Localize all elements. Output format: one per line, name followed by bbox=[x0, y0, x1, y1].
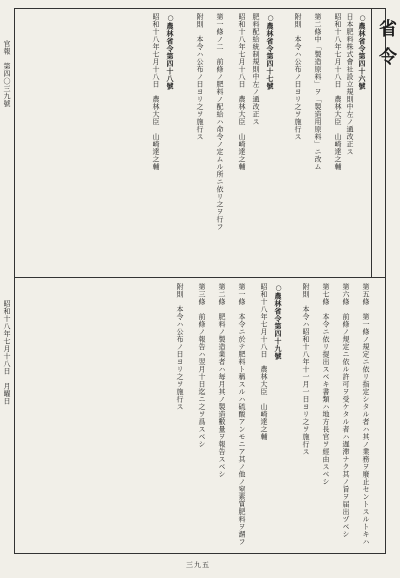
page-title: 省令 bbox=[376, 19, 397, 75]
ordinance-date: 昭和十八年七月十八日 農林大臣 山崎達之輔 bbox=[334, 13, 342, 171]
section-divider bbox=[15, 277, 385, 278]
ordinance-date: 昭和十八年七月十八日 農林大臣 山崎達之輔 bbox=[152, 13, 160, 171]
ordinance-text: 日本肥料株式會社設立規則中左ノ通改正ス bbox=[346, 13, 354, 156]
ordinance-heading: ○農林省令第四十七號 bbox=[266, 13, 275, 90]
article-text: 第五條 第一條ノ規定ニ依リ指定シタル者ハ其ノ業務ヲ廢止セントスルトキハ bbox=[362, 283, 370, 546]
article-text: 第三條 前條ノ報告ハ翌月十日迄ニ之ヲ爲スベシ bbox=[198, 283, 206, 448]
ordinance-text: 第一條ノ二 前條ノ肥料ノ配給ハ命令ノ定ムル所ニ依リ之ヲ行フ bbox=[216, 13, 224, 231]
ordinance-text: 第二條中「製造原料」ヲ「製造用原料」ニ改ム bbox=[314, 13, 322, 171]
article-text: 第七條 本令ニ依リ提出スベキ書類ハ地方長官ヲ經由スベシ bbox=[322, 283, 330, 486]
ordinance-supplement: 附則 本令ハ公布ノ日ヨリ之ヲ施行ス bbox=[176, 283, 184, 411]
ordinance-date: 昭和十八年七月十八日 農林大臣 山崎達之輔 bbox=[238, 13, 246, 171]
page-number: 三九五 bbox=[186, 561, 210, 569]
article-text: 第六條 前條ノ規定ニ依ル許可ヲ受ケタル者ハ遅滞ナク其ノ旨ヲ届出ヅベシ bbox=[342, 283, 350, 538]
gazette-date: 昭和十八年七月十八日 月曜日 bbox=[3, 300, 11, 405]
ordinance-supplement: 附則 本令ハ公布ノ日ヨリ之ヲ施行ス bbox=[294, 13, 302, 141]
article-text: 第一條 本令ニ於テ肥料ト稱スルハ硫酸アンモニア其ノ他ノ窒素質肥料ヲ謂フ bbox=[238, 283, 246, 546]
ordinance-heading: ○農林省令第四十九號 bbox=[274, 283, 283, 360]
title-divider bbox=[371, 9, 372, 277]
ordinance-text: 肥料配給統制規則中左ノ通改正ス bbox=[252, 13, 260, 126]
ordinance-heading: ○農林省令第四十八號 bbox=[166, 13, 175, 90]
ordinance-supplement: 附則 本令ハ昭和十八年十一月一日ヨリ之ヲ施行ス bbox=[302, 283, 310, 456]
ordinance-heading: ○農林省令第四十六號 bbox=[358, 13, 367, 90]
article-text: 第二條 肥料ノ製造業者ハ毎月其ノ製造數量ヲ報告スベシ bbox=[218, 283, 226, 478]
gazette-number: 官報 第四〇三九號 bbox=[3, 40, 11, 108]
text-frame bbox=[14, 8, 397, 554]
ordinance-date: 昭和十八年七月十八日 農林大臣 山崎達之輔 bbox=[260, 283, 268, 441]
ordinance-supplement: 附則 本令ハ公布ノ日ヨリ之ヲ施行ス bbox=[196, 13, 204, 141]
